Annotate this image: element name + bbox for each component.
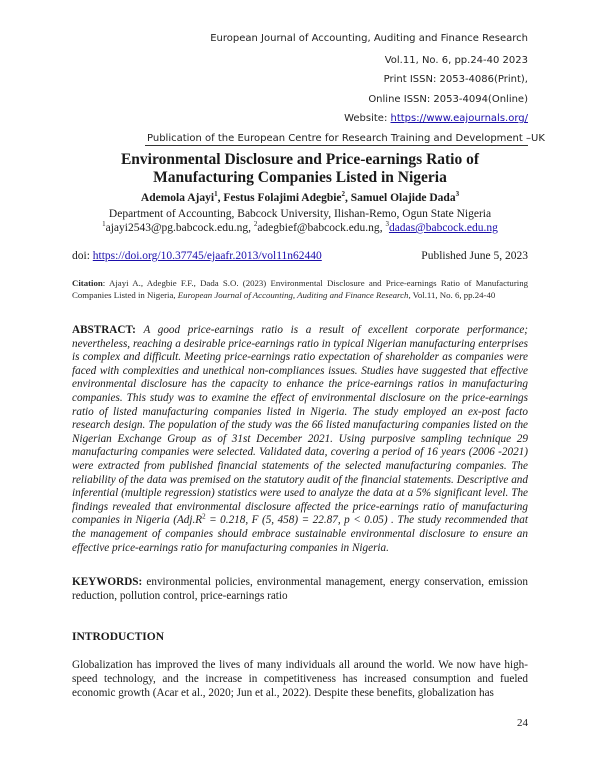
title-line-1: Environmental Disclosure and Price-earnings Ratio of bbox=[120, 151, 480, 168]
website-link[interactable]: https://www.eajournals.org/ bbox=[390, 113, 528, 124]
keywords-text: environmental policies, environmental management, energy conservation, emission reduction, pollution control, price-earnings ratio bbox=[72, 576, 528, 602]
author-list: Ademola Ajayi$^1$, Festus Folajimi Adegbie$^2$, Samuel Olajide Dada$^3$ bbox=[140, 190, 460, 204]
print-issn: Print ISSN: 2053-4086(Print), bbox=[383, 74, 528, 85]
abstract-text-tail: = 0.218, F (5, 458) = 22.87, p < 0.05) . The study recommended that the management of companies should embrace sustainable environmental disclosure to ensure an effective price-earnings ratio for manufacturing companies in Nigeria. bbox=[72, 514, 528, 554]
published-date: Published June 5, 2023 bbox=[421, 250, 528, 262]
online-issn: Online ISSN: 2053-4094(Online) bbox=[368, 94, 528, 105]
abstract-text: A good price-earnings ratio is a result of excellent corporate performance; nevertheless, reaching a desirable price-earnings ratio in typical Nigerian manufacturing enterprises is complex and difficult. Meeting price-earnings ratio expectation of shareholder as companies were faced with complexities and unethical non-compliances issues. Studies have suggested that effective environmental disclosure has the capacity to enhance the price-earnings ratios in manufacturing companies. This study was to examine the effect of environmental disclosure on the price-earnings ratio of listed manufacturing companies listed in Nigeria. The study employed an ex-post facto research design. The population of the study was the 66 listed manufacturing companies listed on the Nigerian Exchange Group as of 31st December 2021. Using purposive sampling technique 29 manufacturing companies were selected. Validated data, covering a period of 16 years (2006 -2021) were extracted from published financial statements of the selected manufacturing companies. The reliability of the data was premised on the statutory audit of the financial statements. Descriptive and inferential (multiple regression) statistics were used to analyze the data at a 5% significant level. The findings revealed that environmental disclosure affected the price-earnings ratio of manufacturing companies in Nigeria (Adj.R bbox=[72, 324, 529, 527]
citation-block bbox=[72, 278, 528, 301]
volume-info: Vol.11, No. 6, pp.24-40 2023 bbox=[384, 55, 528, 66]
citation-journal: European Journal of Accounting, Auditing and Finance Research bbox=[177, 289, 409, 300]
keywords-label: KEYWORDS: bbox=[72, 576, 143, 588]
email-address: adegbief@babcock.edu.ng bbox=[257, 222, 380, 234]
introduction-heading: INTRODUCTION bbox=[72, 631, 165, 643]
doi-label: doi: bbox=[72, 250, 93, 262]
author-name: Samuel Olajide Dada bbox=[350, 192, 456, 204]
abstract-sup: 2 bbox=[202, 512, 206, 521]
website-line bbox=[344, 113, 528, 124]
doi-line bbox=[72, 250, 322, 262]
author-sup: 1 bbox=[214, 190, 218, 199]
journal-name: European Journal of Accounting, Auditing and Finance Research bbox=[210, 33, 528, 44]
author-name: Ademola Ajayi bbox=[140, 192, 215, 204]
abstract-block bbox=[72, 324, 528, 555]
page-number: 24 bbox=[517, 717, 528, 729]
publisher-line: Publication of the European Centre for Research Training and Development –UK bbox=[147, 133, 545, 144]
keywords-block bbox=[72, 576, 528, 603]
introduction-paragraph: Globalization has improved the lives of many individuals all around the world. We now have high-speed technology, and the increase in competitiveness has increased consumption and fueled economic growth (Acar et al., 2020; Jun et al., 2022). Despite these benefits, globalization has bbox=[72, 659, 528, 699]
header-rule bbox=[145, 145, 528, 146]
email-sup: 3 bbox=[385, 220, 389, 229]
email-address: ajayi2543@pg.babcock.edu.ng bbox=[105, 222, 249, 234]
author-emails: $^1$ajayi2543@pg.babcock.edu.ng, $^2$adegbief@babcock.edu.ng, $^3$dadas@babcock.edu.ng bbox=[102, 220, 498, 234]
affiliation: Department of Accounting, Babcock University, Ilishan-Remo, Ogun State Nigeria bbox=[108, 208, 492, 220]
author-sup: 2 bbox=[341, 190, 346, 199]
title-line-2: Manufacturing Companies Listed in Nigeria bbox=[153, 169, 447, 186]
author-name: Festus Folajimi Adegbie bbox=[223, 192, 342, 204]
article-title bbox=[72, 151, 528, 187]
website-label: Website: bbox=[344, 113, 391, 124]
abstract-label: ABSTRACT: bbox=[72, 324, 136, 336]
citation-text: : Ajayi A., Adegbie F.F., Dada S.O. (2023) Environmental Disclosure and Price-earnings Ratio of Manufacturing Companies Listed in Nigeria, bbox=[72, 278, 528, 300]
author-sup: 3 bbox=[455, 190, 460, 199]
doi-link[interactable]: https://doi.org/10.37745/ejaafr.2013/vol11n62440 bbox=[92, 250, 322, 262]
citation-tail: , Vol.11, No. 6, pp.24-40 bbox=[408, 289, 496, 300]
email-sup: 2 bbox=[253, 220, 258, 229]
email-sup: 1 bbox=[102, 220, 106, 229]
citation-label: Citation bbox=[72, 278, 103, 288]
email-link[interactable]: dadas@babcock.edu.ng bbox=[388, 222, 498, 234]
